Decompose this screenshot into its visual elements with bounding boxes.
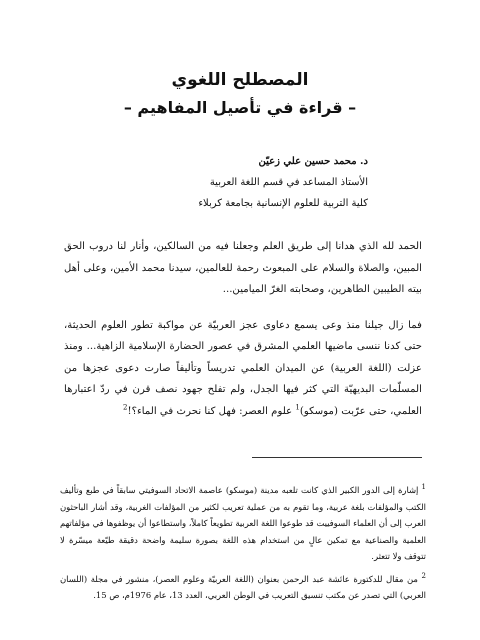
footnote-2-text: من مقال للدكتورة عائشة عبد الرحمن بعنوان (اللغة العربيّة وعلوم العصر)، منشور في مجلة (اللسان العربي) التي تصدر عن مكتب تنسيق التعريب في الوطن العربي، العدد 13، عام 1976م، ص 15. <box>60 573 426 600</box>
body-paragraph-2 <box>64 315 422 423</box>
body-paragraph-2-text: فما زال جيلنا منذ وعى يسمع دعاوى عجز العربيّة عن مواكبة تطور العلوم الحديثة، حتى كدنا ننسى ماضيها العلمي المشرق في عصور الحضارة الإسلامية الزاهية... ومنذ عزلت (اللغة العربية) عن الميدان العلمي تدريساً وتأليفاً صارت دعوى عجزها من المسلّمات البديهيّة التي كثر فيها الجدل، ولم تفلح جهود نصف قرن في ردّ اعتبارها العلمي، حتى عرّبت (موسكو) <box>64 319 422 417</box>
body-paragraph-2-tail: علوم العصر: فهل كنا نحرث في الماء؟! <box>127 405 296 417</box>
author-institution: كلية التربية للعلوم الإنسانية بجامعة كربلاء <box>198 198 368 209</box>
paper-title: المصطلح اللغوي <box>171 70 309 90</box>
body-paragraph-1: الحمد لله الذي هدانا إلى طريق العلم وجعلنا فيه من السالكين، وأنار لنا دروب الحق المبين، والصلاة والسلام على المبعوث رحمة للعالمين، سيدنا محمد الأمين، وعلى أهل بيته الطيبين الطاهرين، وصحابته الغرّ الميامين... <box>64 241 422 295</box>
footnote-divider <box>252 457 422 458</box>
footnote-1-text: إشارة إلى الدور الكبير الذي كانت تلعبه مدينة (موسكو) عاصمة الاتحاد السوفيتي سابقاً في طبع وتأليف الكتب والمؤلفات بلغة عربية، وما تقوم به من عملية تعريب لكثير من المؤلفات الغربية، وقد أشار الباحثون العرب إلى أن العلماء السوفييت قد طوعوا اللغة العربية تطويعاً كاملاً، واستطاعوا أن يوظفوها في مؤلفاتهم العلمية والصناعية مع تمكين عالٍ من استخدام هذه اللغة بصورة سليمة واضحة دقيقة طيّعة ميسّرة لا تتوقف ولا تتعثر. <box>60 485 426 561</box>
body-text <box>64 236 422 436</box>
footnote-1-number: 1 <box>421 483 426 492</box>
footnote-ref-2[interactable]: 2 <box>123 403 128 412</box>
footnote-2-number: 2 <box>421 571 426 580</box>
author-name: د. محمد حسين علي زعيّن <box>258 156 368 167</box>
footnote-ref-1[interactable]: 1 <box>295 403 300 412</box>
footnote-1 <box>60 482 426 565</box>
author-position: الأستاذ المساعد في قسم اللغة العربية <box>209 177 368 188</box>
paper-subtitle: – قراءة في تأصيل المفاهيم – <box>123 98 357 117</box>
footnotes <box>60 482 426 610</box>
footnote-2 <box>60 571 426 604</box>
author-block <box>108 151 368 214</box>
